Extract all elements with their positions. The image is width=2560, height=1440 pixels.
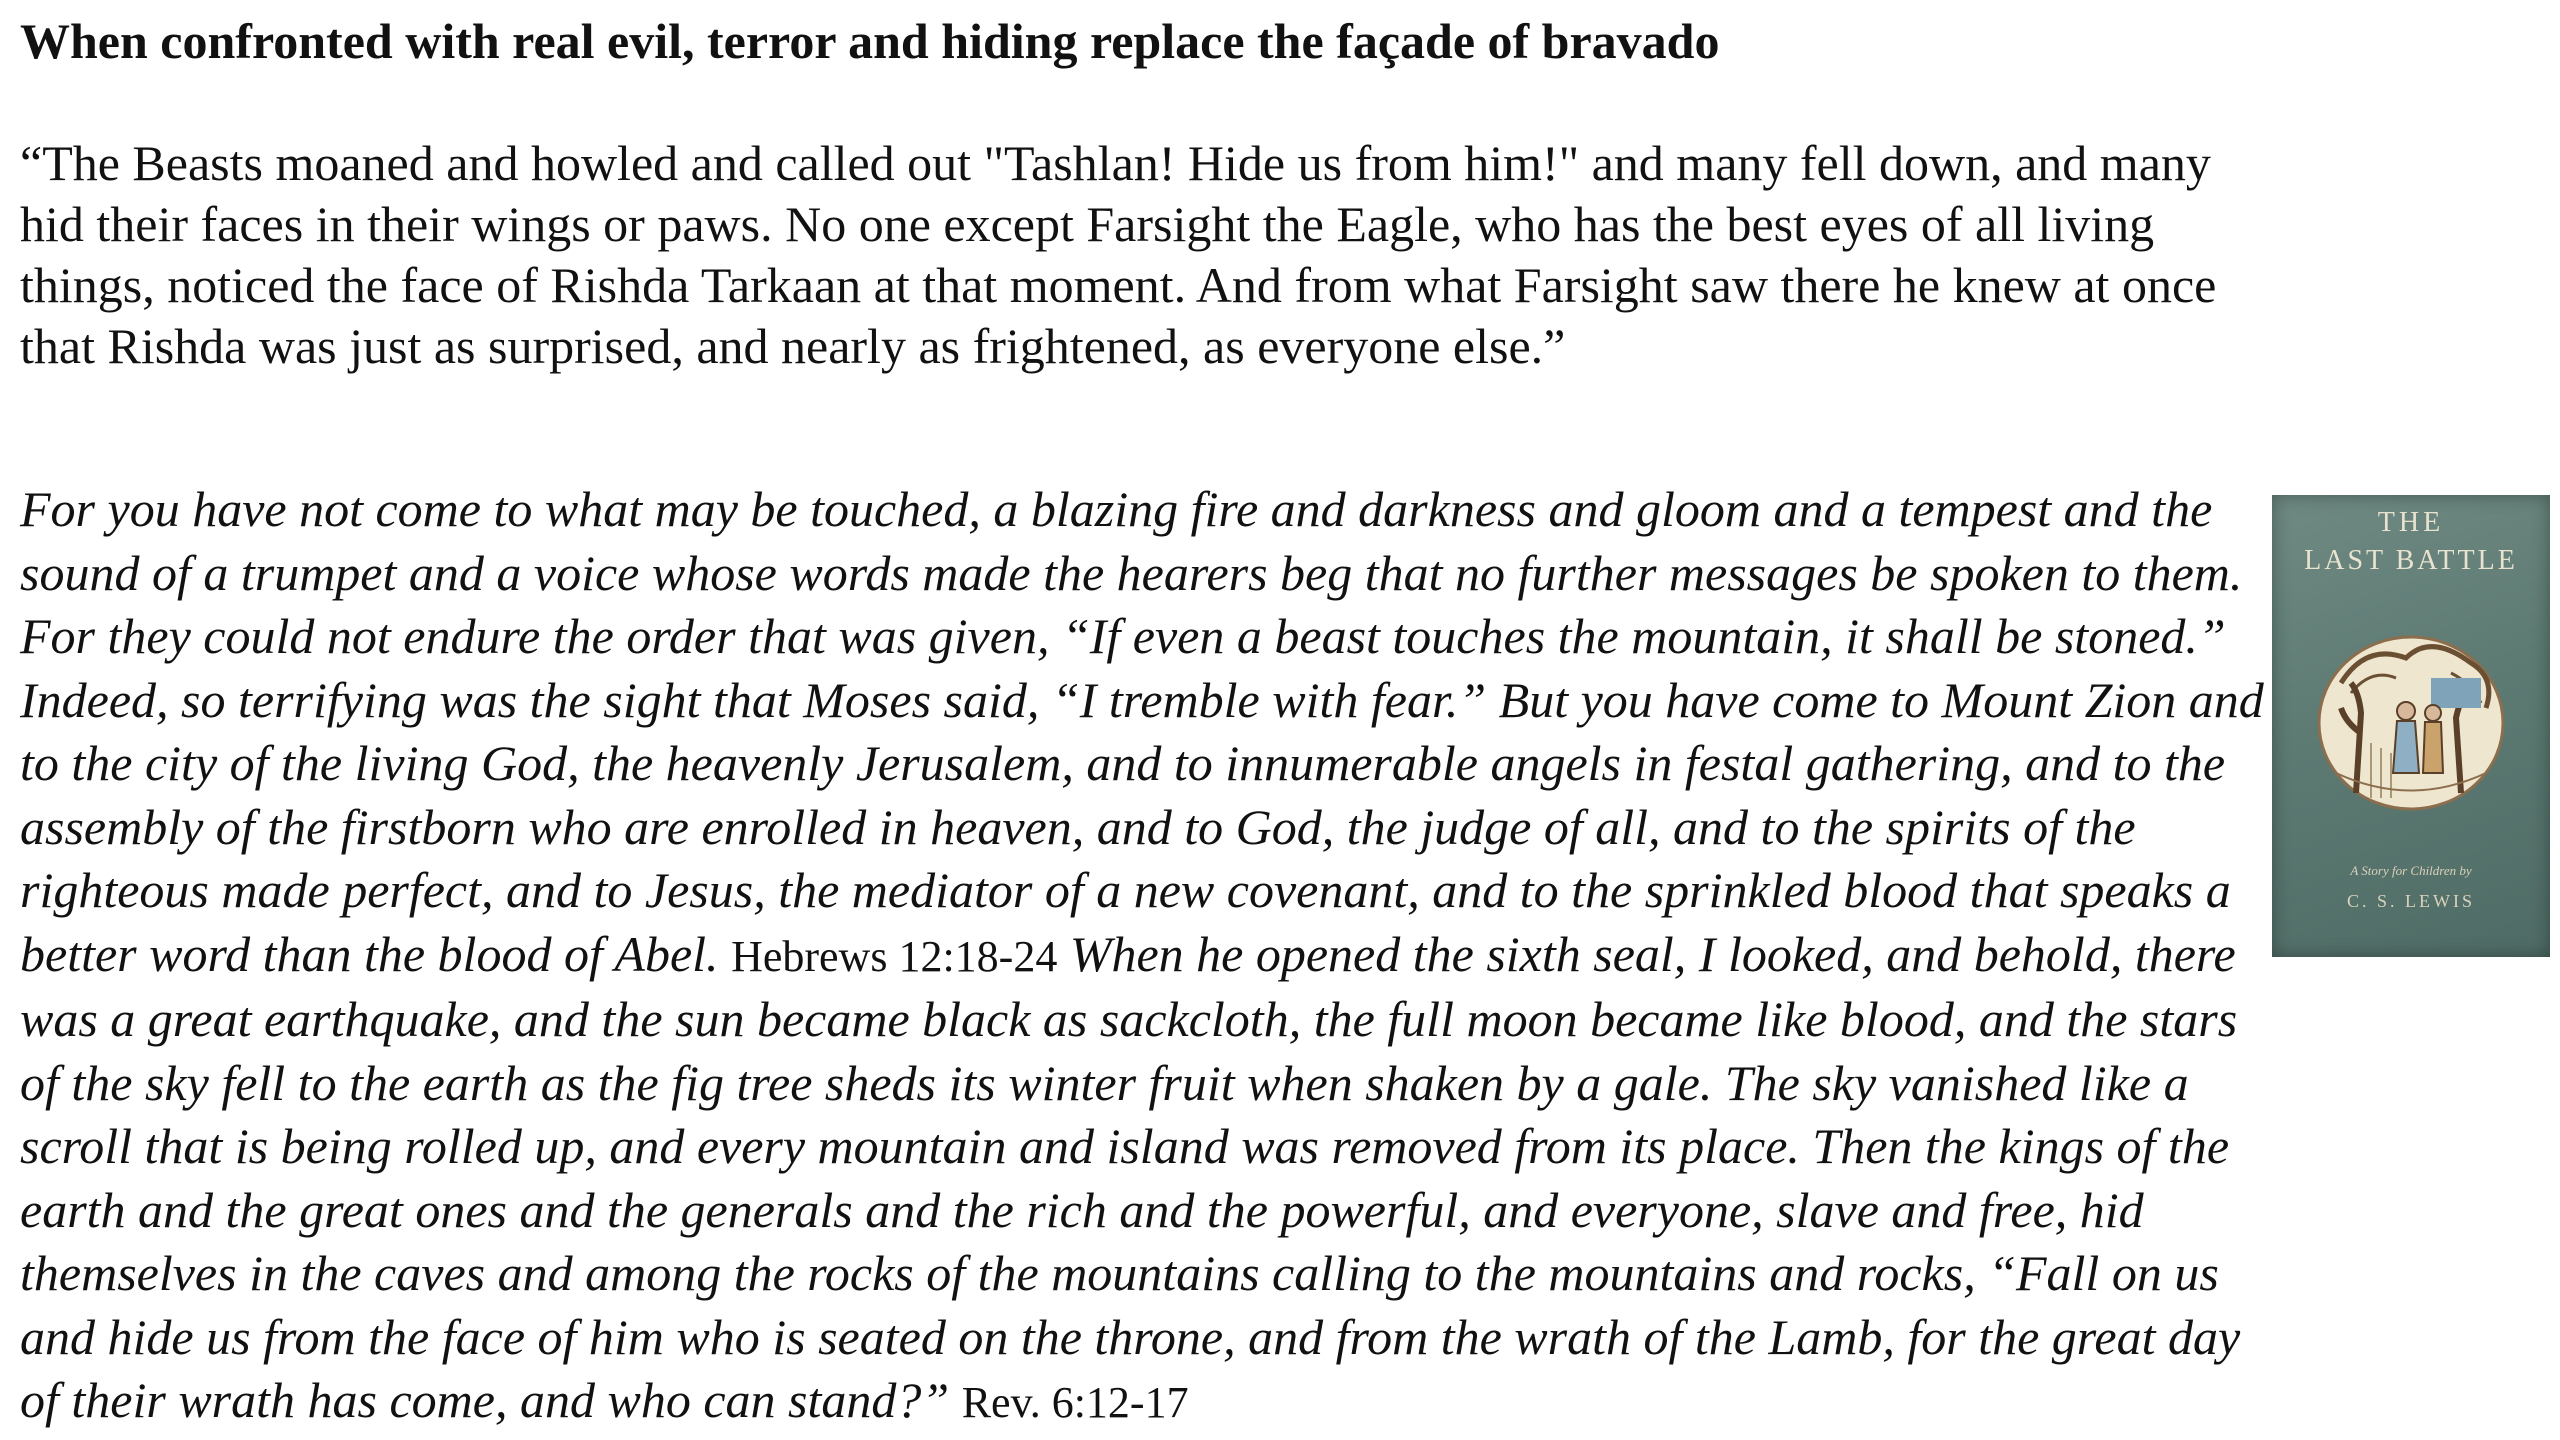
cover-title-last-battle: LAST BATTLE (2304, 545, 2518, 576)
cover-illustration-icon (2311, 623, 2511, 813)
revelation-passage: When he opened the sixth seal, I looked, and behold, there was a great earthquake, and the sun became black as sackcloth, the full moon became like blood, and the stars of the sky fell to the earth as the fig tree sheds its winter fruit when shaken by a gale. The sky vanished like a scroll that is being rolled up, and every mountain and island was removed from its place. Then the kings of the earth and the great ones and the generals and the rich and the powerful, and everyone, slave and free, hid themselves in the caves and among the rocks of the mountains calling to the mountains and rocks, “Fall on us and hide us from the face of him who is seated on the throne, and from the wrath of the Lamb, for the great day of their wrath has come, and who can stand?” (20, 925, 2241, 1428)
book-quote: “The Beasts moaned and howled and called out "Tashlan! Hide us from him!" and many fell down, and many hid their faces in their wings or paws. No one except Farsight the Eagle, who has the best eyes of all living things, noticed the face of Rishda Tarkaan at that moment. And from what Farsight saw there he knew at once that Rishda was just as surprised, and nearly as frightened, as everyone else.” (20, 135, 2217, 374)
cover-subtitle: A Story for Children by (2350, 863, 2472, 878)
book-cover-image (2272, 495, 2550, 957)
scripture-passage (20, 478, 2288, 1435)
revelation-reference: Rev. 6:12-17 (961, 1378, 1189, 1427)
hebrews-passage: For you have not come to what may be touched, a blazing fire and darkness and gloom and a tempest and the sound of a trumpet and a voice whose words made the hearers beg that no further messages be spoken to them. For they could not endure the order that was given, “If even a beast touches the mountain, it shall be stoned.” Indeed, so terrifying was the sight that Moses said, “I tremble with fear.” But you have come to Mount Zion and to the city of the living God, the heavenly Jerusalem, and to innumerable angels in festal gathering, and to the assembly of the firstborn who are enrolled in heaven, and to God, the judge of all, and to the spirits of the righteous made perfect, and to Jesus, the mediator of a new covenant, and to the sprinkled blood that speaks a better word than the blood of Abel. (20, 481, 2264, 982)
cover-author: C. S. LEWIS (2346, 891, 2475, 911)
slide-heading: When confronted with real evil, terror and hiding replace the façade of bravado (20, 13, 1720, 69)
cover-title-the: THE (2377, 507, 2445, 538)
hebrews-reference: Hebrews 12:18-24 (731, 931, 1058, 981)
